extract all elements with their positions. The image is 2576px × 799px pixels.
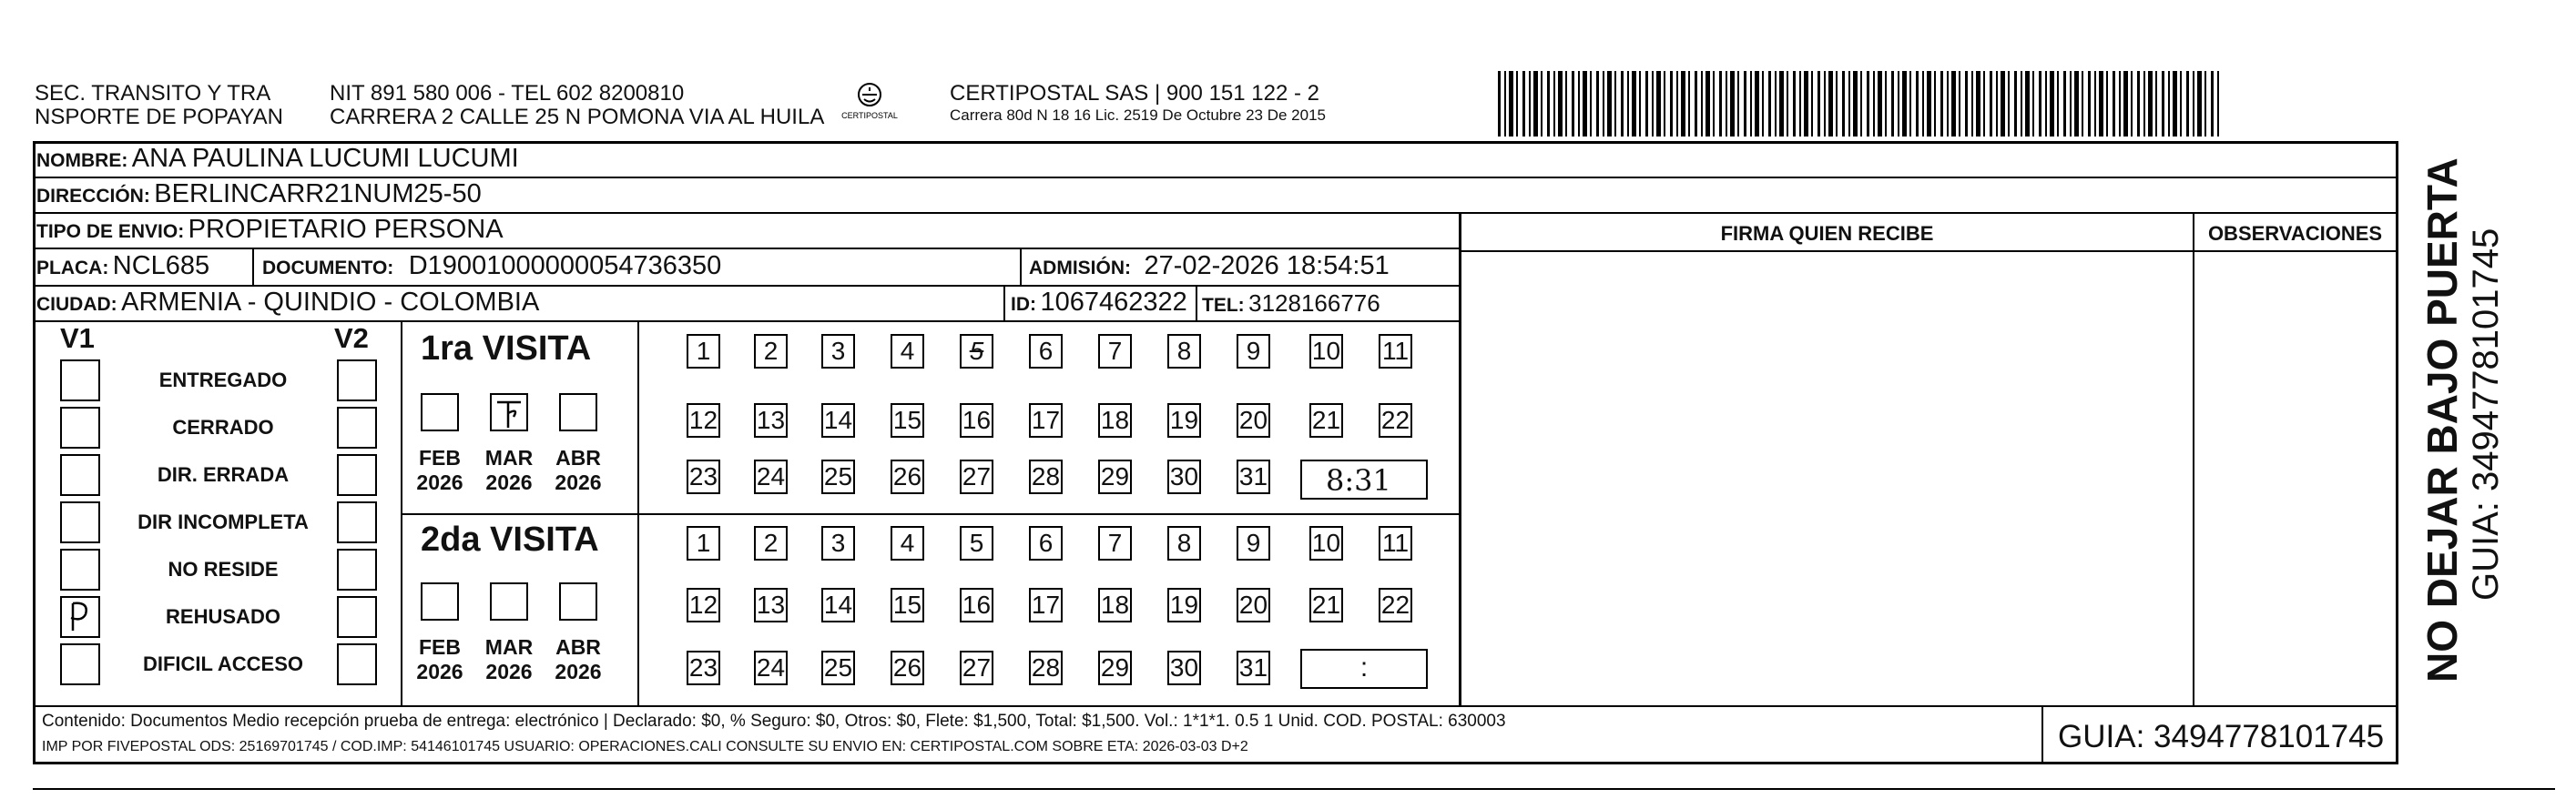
status-checkbox-v2[interactable]	[337, 596, 377, 638]
nombre-row	[36, 144, 519, 174]
svg-text:CERTIPOSTAL: CERTIPOSTAL	[841, 111, 898, 120]
id-value: 1067462322	[1040, 288, 1187, 317]
col-divider-guia	[2041, 705, 2043, 762]
day-box[interactable]: 13	[754, 588, 788, 622]
month-label	[482, 635, 536, 684]
month-name: MAR	[484, 635, 534, 659]
status-checkbox-v1[interactable]	[60, 454, 100, 496]
month-label	[551, 635, 606, 684]
day-box[interactable]: 4	[891, 526, 924, 561]
month-name: FEB	[419, 635, 461, 659]
month-checkbox[interactable]	[559, 582, 597, 621]
certipostal-block	[950, 82, 1326, 126]
day-box[interactable]: 16	[960, 403, 993, 438]
month-name: FEB	[419, 446, 461, 470]
side-warning: NO DEJAR BAJO PUERTA	[2418, 157, 2466, 683]
day-box[interactable]: 12	[687, 403, 720, 438]
day-box[interactable]: 27	[960, 651, 993, 685]
first-visit-title: 1ra VISITA	[421, 329, 592, 368]
ciudad-label: CIUDAD:	[36, 294, 117, 315]
day-box[interactable]: 30	[1167, 651, 1201, 685]
nit-line1: NIT 891 580 006 - TEL 602 8200810	[330, 81, 685, 106]
day-box[interactable]: 28	[1029, 460, 1063, 494]
day-box[interactable]: 23	[687, 651, 720, 685]
certipostal-line1: CERTIPOSTAL SAS | 900 151 122 - 2	[950, 81, 1319, 106]
cell-divider	[1003, 287, 1005, 320]
status-checkbox-v2[interactable]	[337, 643, 377, 685]
admision-label: ADMISIÓN:	[1029, 258, 1131, 278]
handwritten-time: 8:31	[1326, 463, 1391, 498]
id-cell	[1011, 288, 1187, 318]
tel-label: TEL:	[1202, 295, 1245, 316]
col-divider-obs	[2193, 214, 2194, 705]
day-box[interactable]: 5	[960, 526, 993, 561]
certipostal-line2: Carrera 80d N 18 16 Lic. 2519 De Octubre 23 De 2015	[950, 106, 1326, 124]
day-box[interactable]: 27	[960, 460, 993, 494]
admision-cell	[1029, 251, 1390, 281]
footer-divider	[33, 705, 2398, 707]
status-checkbox-v2[interactable]	[337, 501, 377, 543]
day-box[interactable]: 6	[1029, 334, 1063, 369]
day-box[interactable]: 31	[1237, 651, 1270, 685]
day-box[interactable]: 24	[754, 460, 788, 494]
day-box[interactable]: 8	[1167, 334, 1201, 369]
tel-cell	[1202, 289, 1380, 318]
day-box[interactable]: 16	[960, 588, 993, 622]
day-box[interactable]: 3	[821, 334, 855, 369]
status-label: DIR. ERRADA	[157, 463, 290, 486]
footer-line1: Contenido: Documentos Medio recepción prueba de entrega: electrónico | Declarado: $0, % Seguro: $0, Otros: $0, Flete: $1,500, Total: $1,500. Vol.: 1*1*1. 0.5 1 Unid. COD. POSTAL: 630003	[42, 712, 1506, 731]
day-box[interactable]: 4	[891, 334, 924, 369]
day-box[interactable]: 14	[821, 403, 855, 438]
day-box[interactable]: 11	[1379, 526, 1412, 561]
day-box[interactable]: 25	[821, 460, 855, 494]
cell-divider	[1020, 249, 1022, 285]
day-box[interactable]: 1	[687, 526, 720, 561]
status-checkbox-v1[interactable]	[60, 549, 100, 591]
status-checkbox-v2[interactable]	[337, 359, 377, 401]
day-box[interactable]: 10	[1309, 334, 1343, 369]
ciudad-value: ARMENIA - QUINDIO - COLOMBIA	[121, 288, 540, 317]
nit-block	[330, 82, 824, 129]
day-box[interactable]: 5	[960, 334, 993, 369]
day-box[interactable]: 17	[1029, 403, 1063, 438]
day-box[interactable]: 20	[1237, 588, 1270, 622]
documento-label: DOCUMENTO:	[262, 258, 394, 278]
status-checkbox-v1[interactable]	[60, 359, 100, 401]
day-box[interactable]: 18	[1098, 588, 1132, 622]
day-box[interactable]: 14	[821, 588, 855, 622]
status-label: NO RESIDE	[168, 558, 279, 581]
sender-line1: SEC. TRANSITO Y TRA	[35, 81, 271, 106]
observaciones-header: OBSERVACIONES	[2207, 222, 2383, 245]
day-box[interactable]: 21	[1309, 588, 1343, 622]
month-checkbox[interactable]	[490, 393, 528, 431]
day-box[interactable]: 9	[1237, 334, 1270, 369]
month-label	[412, 635, 467, 684]
direccion-label: DIRECCIÓN:	[36, 186, 150, 207]
direccion-value: BERLINCARR21NUM25-50	[154, 179, 482, 208]
day-box[interactable]: 2	[754, 334, 788, 369]
day-box[interactable]: 12	[687, 588, 720, 622]
side-guia: GUIA: 3494778101745	[2466, 228, 2506, 601]
day-box[interactable]: 19	[1167, 403, 1201, 438]
month-year: 2026	[555, 470, 602, 494]
day-box[interactable]: 9	[1237, 526, 1270, 561]
day-box[interactable]: 8	[1167, 526, 1201, 561]
tipo-value: PROPIETARIO PERSONA	[188, 215, 504, 244]
month-year: 2026	[485, 660, 533, 683]
day-box[interactable]: 18	[1098, 403, 1132, 438]
month-checkbox[interactable]	[490, 582, 528, 621]
time-box-second[interactable]: :	[1300, 649, 1428, 689]
table-right-border	[2396, 141, 2398, 764]
day-box[interactable]: 28	[1029, 651, 1063, 685]
month-checkbox[interactable]	[421, 393, 459, 431]
placa-cell	[36, 251, 209, 281]
tipo-row	[36, 215, 504, 245]
placa-label: PLACA:	[36, 258, 109, 278]
v1-label: V1	[60, 322, 95, 354]
day-box[interactable]: 22	[1379, 588, 1412, 622]
day-box[interactable]: 7	[1098, 526, 1132, 561]
admision-value: 27-02-2026 18:54:51	[1144, 251, 1390, 280]
footer-guia: GUIA: 3494778101745	[2058, 719, 2385, 754]
status-label: ENTREGADO	[158, 369, 288, 391]
status-checkbox-v1[interactable]	[60, 407, 100, 449]
day-box[interactable]: 20	[1237, 403, 1270, 438]
month-label	[551, 446, 606, 495]
status-checkbox-v1[interactable]	[60, 596, 100, 638]
row-divider	[33, 177, 2398, 178]
day-box[interactable]: 1	[687, 334, 720, 369]
status-checkbox-v1[interactable]	[60, 643, 100, 685]
tel-value: 3128166776	[1248, 289, 1380, 317]
certipostal-logo	[838, 78, 901, 129]
status-label: DIFICIL ACCESO	[142, 652, 303, 675]
v2-label: V2	[334, 322, 369, 354]
day-box[interactable]: 30	[1167, 460, 1201, 494]
month-year: 2026	[555, 660, 602, 683]
row-divider	[33, 285, 1461, 287]
day-box[interactable]: 21	[1309, 403, 1343, 438]
table-left-border	[33, 141, 36, 764]
day-box[interactable]: 24	[754, 651, 788, 685]
month-year: 2026	[416, 660, 463, 683]
day-box[interactable]: 23	[687, 460, 720, 494]
cell-divider	[252, 249, 254, 285]
status-checkbox-v2[interactable]	[337, 549, 377, 591]
documento-value: D19001000000054736350	[408, 251, 722, 280]
row-divider	[33, 248, 1461, 249]
day-box[interactable]: 13	[754, 403, 788, 438]
day-box[interactable]: 31	[1237, 460, 1270, 494]
day-box[interactable]: 22	[1379, 403, 1412, 438]
second-visit-title: 2da VISITA	[421, 521, 599, 559]
direccion-row	[36, 179, 482, 209]
row-divider	[33, 320, 1461, 322]
status-label: REHUSADO	[166, 605, 280, 628]
status-label: CERRADO	[172, 416, 274, 439]
day-box[interactable]: 26	[891, 460, 924, 494]
time-box-first[interactable]	[1300, 460, 1428, 500]
day-box[interactable]: 19	[1167, 588, 1201, 622]
month-name: ABR	[555, 635, 601, 659]
day-box[interactable]: 29	[1098, 460, 1132, 494]
firma-header: FIRMA QUIEN RECIBE	[1720, 222, 1934, 245]
ciudad-cell	[36, 288, 539, 318]
footer-line2: IMP POR FIVEPOSTAL ODS: 25169701745 / COD.IMP: 54146101745 USUARIO: OPERACIONES.CALI CONSULTE SU ENVIO EN: CERTIPOSTAL.COM SOBRE ETA: 2026-03-03 D+2	[42, 739, 1248, 754]
status-checkbox-v1[interactable]	[60, 501, 100, 543]
day-box[interactable]: 10	[1309, 526, 1343, 561]
placa-value: NCL685	[112, 251, 210, 280]
month-name: MAR	[484, 446, 534, 470]
nit-line2: CARRERA 2 CALLE 25 N POMONA VIA AL HUILA	[330, 105, 825, 129]
day-box[interactable]: 25	[821, 651, 855, 685]
month-label	[412, 446, 467, 495]
day-box[interactable]: 3	[821, 526, 855, 561]
row-divider	[1461, 250, 2398, 252]
col-divider-firma	[1459, 214, 1461, 705]
day-box[interactable]: 15	[891, 588, 924, 622]
status-checkbox-v2[interactable]	[337, 407, 377, 449]
sender-line2: NSPORTE DE POPAYAN	[35, 105, 283, 129]
nombre-value: ANA PAULINA LUCUMI LUCUMI	[131, 144, 519, 173]
row-divider	[33, 212, 2398, 214]
status-label: DIR INCOMPLETA	[137, 511, 309, 533]
month-year: 2026	[416, 470, 463, 494]
month-name: ABR	[555, 446, 601, 470]
day-box[interactable]: 7	[1098, 334, 1132, 369]
month-checkbox[interactable]	[421, 582, 459, 621]
day-box[interactable]: 15	[891, 403, 924, 438]
documento-cell	[262, 251, 721, 281]
barcode	[1498, 71, 2222, 137]
day-box[interactable]: 26	[891, 651, 924, 685]
day-box[interactable]: 17	[1029, 588, 1063, 622]
tipo-label: TIPO DE ENVIO:	[36, 221, 185, 242]
table-bottom-border	[33, 762, 2398, 764]
month-checkbox[interactable]	[559, 393, 597, 431]
day-box[interactable]: 29	[1098, 651, 1132, 685]
status-checkbox-v2[interactable]	[337, 454, 377, 496]
sender-block	[35, 82, 283, 129]
id-label: ID:	[1011, 294, 1036, 315]
visit-row-divider	[401, 513, 1459, 515]
month-year: 2026	[485, 470, 533, 494]
day-box[interactable]: 6	[1029, 526, 1063, 561]
month-label	[482, 446, 536, 495]
day-box[interactable]: 11	[1379, 334, 1412, 369]
nombre-label: NOMBRE:	[36, 150, 128, 171]
day-box[interactable]: 2	[754, 526, 788, 561]
cell-divider	[1196, 287, 1197, 320]
page-bottom-line	[33, 788, 2555, 790]
